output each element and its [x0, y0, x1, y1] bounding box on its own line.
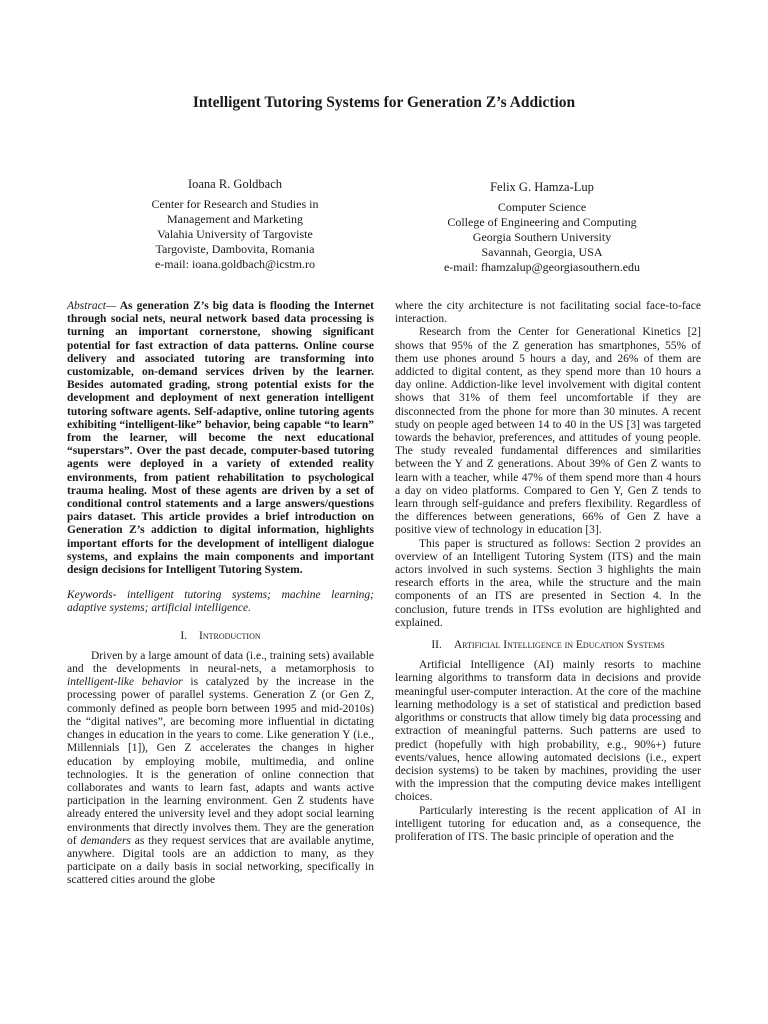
text-run: is catalyzed by the increase in the processing power of parallel systems. Generation Z (or Gen Z, commonly defined as people born between 1995 and mid-2010s) the “digital natives”, are becoming more influential in dictating changes in education in the years to come. Like generation Y (i.e., Millennials [1]), Gen Z accelerates the changes in higher education by employing mobile, multimedia, and online technologies. It is the generation of online connection that collaborates and wants to learn fast, adapts and wants active participation in the learning environment. Gen Z students have already entered the university level and they adopt social learning environments that directly involves them. They are the generation of	[67, 676, 375, 847]
author-affiliation-line: Targoviste, Dambovita, Romania	[155, 242, 315, 256]
body-paragraph	[67, 650, 374, 888]
section-heading-introduction	[67, 630, 374, 643]
section-title: Artificial Intelligence in Education Systems	[453, 639, 665, 652]
paper-title: Intelligent Tutoring Systems for Generation Z’s Addiction	[192, 94, 576, 111]
section-title: Introduction	[199, 629, 261, 642]
section-number: I.	[180, 629, 188, 642]
body-paragraph: Research from the Center for Generational Kinetics [2] shows that 95% of the Z generation has smartphones, 55% of them use phones around 5 hours a day, and 26% of them are addicted to digital content, as they spend more than 10 hours a day online. Addiction-like level involvement with digital content shows that 31% of them feel uncomfortable if they are disconnected from the phone for more than 30 minutes. A recent study on people aged between 14 to 40 in the US [3] was targeted towards the behavior, preferences, and attitudes of young people. The study revealed fundamental differences and similarities between the Y and Z generations. About 39% of Gen Z wants to learn with a teacher, while 47% of them spend more than 4 hours a day on video platforms. Compared to Gen Y, Gen Z tends to learn through self-guidance and prefers flexibility. Regardless of the differences between generations, 66% of Gen Z have a positive view of technology in education [3].	[395, 326, 701, 537]
emphasis-text: intelligent-like behavior	[67, 676, 183, 689]
keywords: Keywords- intelligent tutoring systems; machine learning; adaptive systems; artificial intelligence.	[67, 589, 374, 615]
body-paragraph: Artificial Intelligence (AI) mainly resorts to machine learning algorithms to transform data in decisions and provide meaningful user-computer interaction. At the core of the machine learning methodology is a set of statistical and prediction based algorithms or constructs that allow timely big data processing and extraction of meaningful patterns. Such patterns are used to predict (hopefully with high probability, e.g., 90%+) future events/values, hence allowing automated decisions (i.e., expert decision systems) to be taken by machines, providing the user with the impression that the computing device makes intelligent choices.	[395, 659, 701, 804]
author-affiliation-line: College of Engineering and Computing	[447, 215, 637, 229]
author-affiliation-line: Savannah, Georgia, USA	[481, 245, 603, 259]
body-paragraph-continued: where the city architecture is not facilitating social face-to-face interaction.	[395, 300, 701, 326]
author-name: Ioana R. Goldbach	[187, 177, 283, 191]
author-email: e-mail: ioana.goldbach@icstm.ro	[154, 257, 315, 271]
author-affiliation-line: Management and Marketing	[167, 212, 303, 226]
abstract-text: As generation Z’s big data is flooding the Internet through social nets, neural network based data processing is turning an important cornerstone, showing significant potential for fast extraction of data patterns. Online course delivery and associated tutoring are transforming into customizable, on-demand services driven by the learner. Besides automated grading, strong potential exists for the development and deployment of next generation intelligent tutoring software agents. Self-adaptive, online tutoring agents exhibiting “intelligent-like” behavior, being capable “to learn” from the learner, will become the next educational “superstars”. Over the past decade, computer-based tutoring agents were deployed in a variety of extended reality environments, from patient rehabilitation to psychological trauma healing. Most of these agents are driven by a set of conditional control statements and a large answers/questions pairs dataset. This article provides a brief introduction on Generation Z’s addiction to digital information, highlights important efforts for the development of intelligent dialogue systems, and explains the main components and important design decisions for Intelligent Tutoring System.	[67, 300, 374, 577]
left-column	[67, 300, 374, 888]
author-affiliation-line: Center for Research and Studies in	[151, 197, 319, 211]
section-number: II.	[431, 639, 442, 652]
emphasis-text: demanders	[80, 834, 131, 847]
author-email: e-mail: fhamzalup@georgiasouthern.edu	[443, 260, 641, 274]
section-heading-ai-education	[395, 639, 701, 652]
body-paragraph: This paper is structured as follows: Section 2 provides an overview of an Intelligent Tutoring System (ITS) and the main actors involved in such systems. Section 3 highlights the main research efforts in the area, while the structure and the main components of an ITS are presented in Section 4. In the conclusion, future trends in ITSs evolution are highlighted and explained.	[395, 537, 701, 629]
author-block-2	[392, 180, 692, 275]
author-affiliation-line: Valahia University of Targoviste	[157, 227, 313, 241]
right-column	[395, 300, 701, 844]
abstract-lead: Abstract—	[67, 300, 117, 312]
abstract	[67, 300, 374, 577]
author-name: Felix G. Hamza-Lup	[490, 180, 594, 194]
author-block-1	[95, 177, 375, 272]
text-run: Driven by a large amount of data (i.e., training sets) available and the developments in neural-nets, a metamorphosis to	[67, 649, 374, 676]
author-affiliation-line: Georgia Southern University	[472, 230, 612, 244]
body-paragraph: Particularly interesting is the recent application of AI in intelligent tutoring for education and, as a consequence, the proliferation of ITS. The basic principle of operation and the	[395, 804, 701, 843]
text-run: as they request services that are available anytime, anywhere. Digital tools are an addiction to many, as they participate on a daily basis in social networking, specifically in scattered cities around the globe	[67, 834, 374, 887]
author-affiliation-line: Computer Science	[497, 200, 587, 214]
